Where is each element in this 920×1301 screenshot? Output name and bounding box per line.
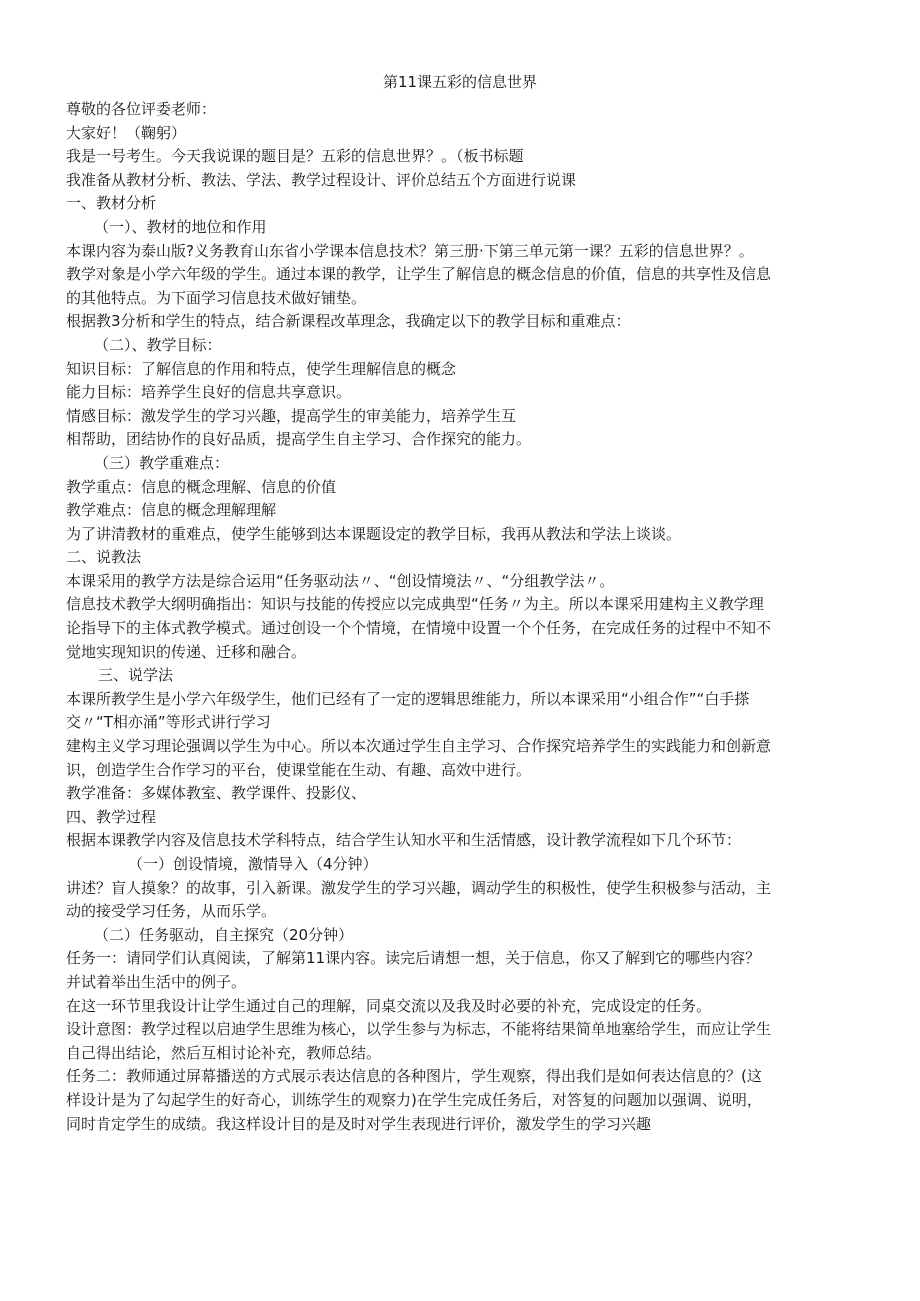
text-line: 根据教3分析和学生的特点，结合新课程改革理念，我确定以下的教学目标和重难点： bbox=[66, 312, 631, 331]
text-line: 尊敬的各位评委老师： bbox=[66, 100, 217, 118]
text-line: 识，创造学生合作学习的平台，使课堂能在生动、有趣、高效中进行。 bbox=[66, 760, 532, 779]
section-heading: 二、说教法 bbox=[66, 548, 142, 567]
text-line: 交〃“T相亦涌”等形式讲行学习 bbox=[66, 713, 271, 732]
text-line: 我准备从教材分析、教法、学法、教学过程设计、评价总结五个方面进行说课 bbox=[66, 170, 577, 189]
text-line: 教学重点：信息的概念理解、信息的价值 bbox=[66, 477, 337, 496]
text-line: 同时肯定学生的成绩。我这样设计目的是及时对学生表现进行评价，激发学生的学习兴趣 bbox=[66, 1114, 652, 1133]
text-line: 能力目标：培养学生良好的信息共享意识。 bbox=[66, 383, 352, 402]
text-line: 为了讲清教材的重难点，使学生能够到达本课题设定的教学目标，我再从教法和学法上谈谈。 bbox=[66, 524, 682, 543]
text-line: 信息技术教学大纲明确指出：知识与技能的传授应以完成典型“任务〃为主。所以本课采用建构主义教学理 bbox=[66, 595, 764, 614]
text-line: 觉地实现知识的传递、迁移和融合。 bbox=[66, 642, 307, 661]
section-heading: 一、教材分析 bbox=[66, 194, 157, 213]
text-line: 任务二：教师通过屏幕播送的方式展示表达信息的各种图片，学生观察，得出我们是如何表达信息的？(这 bbox=[66, 1067, 762, 1086]
text-line: 并试着举出生活中的例子。 bbox=[66, 972, 247, 991]
document-body bbox=[66, 98, 866, 1136]
text-line: 大家好！（鞠躬） bbox=[66, 123, 187, 142]
text-line: 设计意图：教学过程以启迪学生思维为核心，以学生参与为标志，不能将结果简单地塞给学生，而应让学生 bbox=[66, 1020, 772, 1039]
text-line: 我是一号考生。今天我说课的题目是？五彩的信息世界？。（板书标题 bbox=[66, 147, 524, 166]
text-line: 本课内容为泰山版?义务教育山东省小学课本信息技术？第三册·下第三单元第一课？五彩的信息世界？。 bbox=[66, 241, 754, 260]
subsection-heading: （二）、教学目标： bbox=[94, 335, 222, 354]
document-title: 第11课五彩的信息世界 bbox=[382, 73, 538, 91]
text-line: 根据本课教学内容及信息技术学科特点，结合学生认知水平和生活情感，设计教学流程如下几个环节： bbox=[66, 831, 742, 850]
text-line: 相帮助，团结协作的良好品质，提高学生自主学习、合作探究的能力。 bbox=[66, 430, 532, 449]
text-line: 讲述？盲人摸象？的故事，引入新课。激发学生的学习兴趣，调动学生的积极性，使学生积极参与活动，主 bbox=[66, 878, 772, 897]
text-line: 的其他特点。为下面学习信息技术做好铺垫。 bbox=[66, 288, 367, 307]
text-line: 任务一：请同学们认真阅读，了解第11课内容。读完后请想一想，关于信息，你又了解到它的哪些内容？ bbox=[66, 949, 761, 968]
text-line: 自己得出结论，然后互相讨论补充，教师总结。 bbox=[66, 1043, 382, 1062]
text-line: 样设计是为了勾起学生的好奇心，训练学生的观察力)在学生完成任务后，对答复的问题加以强调、说明， bbox=[66, 1090, 762, 1109]
subsection-heading: （二）任务驱动，自主探究（20分钟） bbox=[94, 925, 354, 944]
text-line: 知识目标：了解信息的作用和特点，使学生理解信息的概念 bbox=[66, 359, 457, 378]
text-line: 本课采用的教学方法是综合运用“任务驱动法〃、“创设情境法〃、“分组教学法〃。 bbox=[66, 571, 615, 590]
subsection-heading: （三）教学重难点： bbox=[94, 453, 230, 472]
text-line: 本课所教学生是小学六年级学生，他们已经有了一定的逻辑思维能力，所以本课采用“小组合作”“白手搽 bbox=[66, 689, 750, 708]
subsection-heading: （一）创设情境，激情导入（4分钟） bbox=[128, 855, 378, 873]
text-line: 教学准备：多媒体教室、教学课件、投影仪、 bbox=[66, 784, 367, 803]
section-heading: 三、说学法 bbox=[98, 666, 174, 685]
subsection-heading: （一）、教材的地位和作用 bbox=[94, 217, 267, 236]
text-line: 论指导下的主体式教学模式。通过创设一个个情境，在情境中设置一个个任务，在完成任务的过程中不知不 bbox=[66, 619, 772, 638]
text-line: 教学对象是小学六年级的学生。通过本课的教学，让学生了解信息的概念信息的价值，信息的共享性及信息 bbox=[66, 265, 772, 284]
text-line: 情感目标：激发学生的学习兴趣，提高学生的审美能力，培养学生互 bbox=[66, 406, 517, 425]
section-heading: 四、教学过程 bbox=[66, 807, 157, 826]
text-line: 在这一环节里我设计让学生通过自己的理解，同桌交流以及我及时必要的补充，完成设定的任务。 bbox=[66, 996, 712, 1015]
text-line: 动的接受学习任务，从而乐学。 bbox=[66, 902, 277, 921]
text-line: 教学难点：信息的概念理解理解 bbox=[66, 501, 277, 520]
text-line: 建构主义学习理论强调以学生为中心。所以本次通过学生自主学习、合作探究培养学生的实践能力和创新意 bbox=[66, 737, 772, 756]
